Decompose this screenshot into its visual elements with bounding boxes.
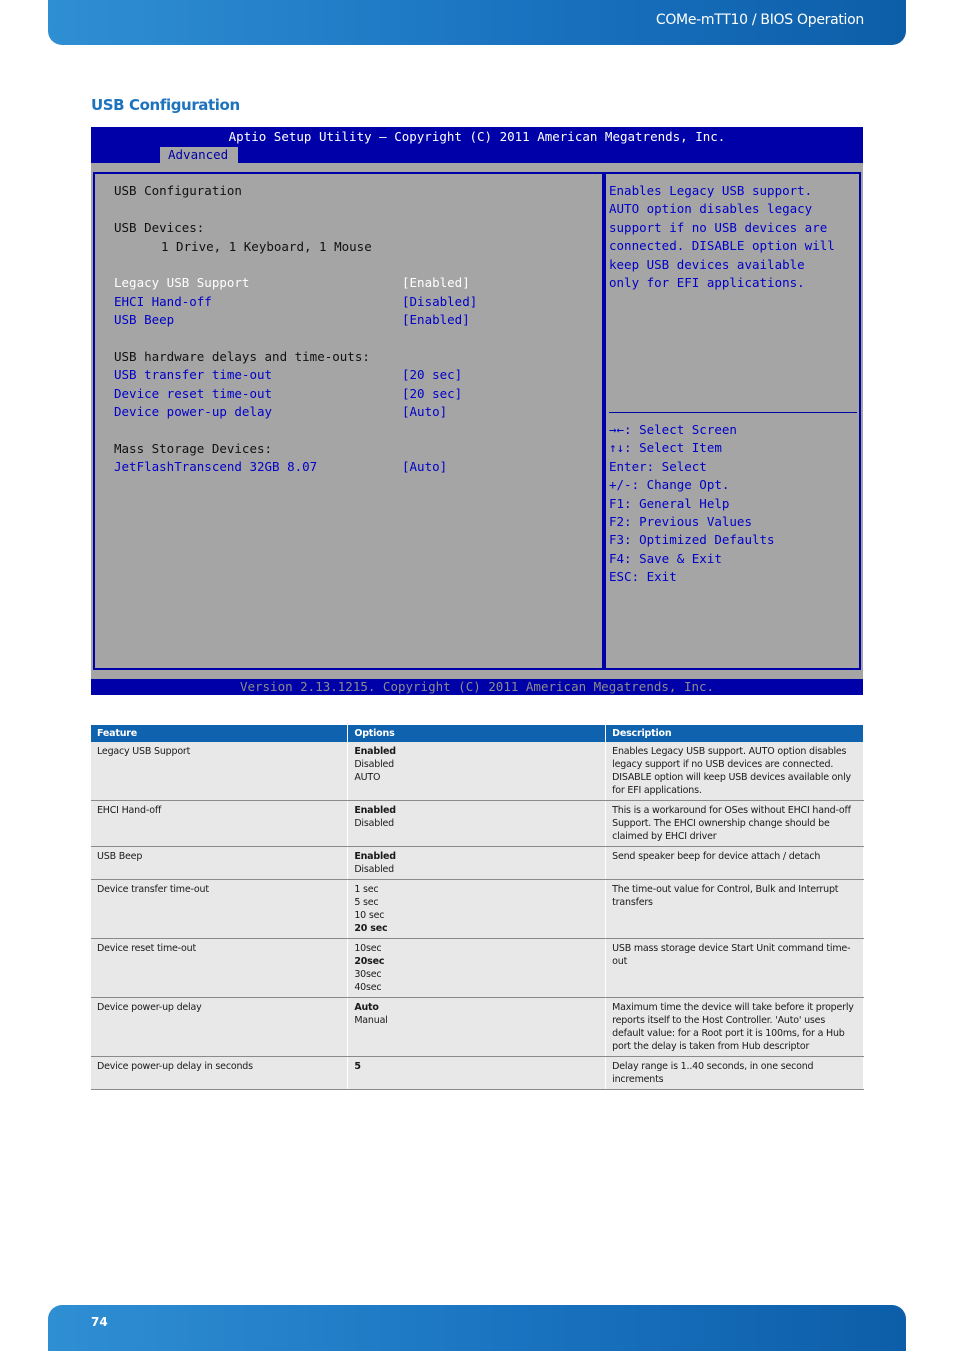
page-footer-band: [48, 1305, 906, 1351]
description-cell: Enables Legacy USB support. AUTO option disables legacy support if no USB devices are connected. DISABLE option will keep USB devices available only for EFI applications.: [606, 742, 864, 801]
bios-help-line: support if no USB devices are: [609, 219, 828, 235]
bios-help-line: Enables Legacy USB support.: [609, 183, 813, 198]
bios-item-legacy-usb-support[interactable]: Legacy USB Support: [114, 275, 250, 290]
bios-key-hint: ↑↓: Select Item: [609, 440, 722, 456]
options-cell: [348, 847, 606, 880]
description-cell: Maximum time the device will take before it properly reports itself to the Host Controller. 'Auto' uses default value: for a Root port it is 100ms, for a Hub port the delay is taken from Hub descriptor: [606, 998, 864, 1057]
bios-key-hint: F1: General Help: [609, 495, 730, 511]
default-option: Auto: [354, 1002, 379, 1013]
bios-screenshot: [91, 127, 863, 695]
table-row: [91, 1057, 864, 1090]
bios-key-hint: Enter: Select: [609, 458, 707, 474]
feature-cell: Device power-up delay in seconds: [91, 1057, 348, 1090]
bios-value-device-reset-timeout[interactable]: [20 sec]: [402, 386, 463, 401]
bios-value-device-powerup-delay[interactable]: [Auto]: [402, 404, 448, 419]
description-cell: The time-out value for Control, Bulk and Interrupt transfers: [606, 880, 864, 939]
options-cell: [348, 1057, 606, 1090]
options-cell: [348, 880, 606, 939]
feature-cell: EHCI Hand-off: [91, 801, 348, 847]
feature-cell: Device transfer time-out: [91, 880, 348, 939]
bios-help-divider: [609, 412, 857, 413]
bios-title: Aptio Setup Utility – Copyright (C) 2011 American Megatrends, Inc.: [228, 129, 726, 144]
table-row: [91, 939, 864, 998]
options-cell: [348, 801, 606, 847]
default-option: Enabled: [354, 805, 396, 816]
bios-value-ehci-hand-off[interactable]: [Disabled]: [402, 294, 478, 309]
option: Disabled: [354, 759, 394, 770]
bios-help-line: AUTO option disables legacy: [609, 201, 813, 217]
option: 40sec: [354, 982, 382, 993]
column-header-feature: Feature: [91, 725, 348, 742]
bios-value-usb-transfer-timeout[interactable]: [20 sec]: [402, 367, 463, 382]
option: 10 sec: [354, 910, 385, 921]
bios-value-jetflash[interactable]: [Auto]: [402, 459, 448, 474]
default-option: Enabled: [354, 851, 396, 862]
option: 30sec: [354, 969, 382, 980]
bios-heading-usb-configuration: USB Configuration: [114, 183, 242, 198]
bios-value-legacy-usb-support[interactable]: [Enabled]: [402, 275, 470, 290]
bios-value-usb-beep[interactable]: [Enabled]: [402, 312, 470, 327]
bios-help-line: keep USB devices available: [609, 256, 805, 272]
feature-cell: Device power-up delay: [91, 998, 348, 1057]
bios-key-hint: ESC: Exit: [609, 569, 677, 585]
options-cell: [348, 742, 606, 801]
bios-item-usb-beep[interactable]: USB Beep: [114, 312, 175, 327]
bios-key-hint: F2: Previous Values: [609, 514, 752, 529]
options-cell: [348, 939, 606, 998]
options-cell: [348, 998, 606, 1057]
bios-usb-devices-list: 1 Drive, 1 Keyboard, 1 Mouse: [161, 239, 372, 254]
bios-heading-delays: USB hardware delays and time-outs:: [114, 349, 370, 364]
column-header-options: Options: [348, 725, 606, 742]
default-option: Enabled: [354, 746, 396, 757]
table-row: [91, 998, 864, 1057]
table-row: [91, 847, 864, 880]
default-option: 5: [354, 1061, 361, 1072]
description-cell: This is a workaround for OSes without EHCI hand-off Support. The EHCI ownership change should be claimed by EHCI driver: [606, 801, 864, 847]
feature-table: [91, 725, 864, 1090]
feature-cell: Legacy USB Support: [91, 742, 348, 801]
document-title: COMe-mTT10 / BIOS Operation: [655, 12, 864, 28]
option: AUTO: [354, 772, 381, 783]
bios-settings-panel: [93, 172, 604, 670]
table-row: [91, 801, 864, 847]
bios-tab-advanced[interactable]: Advanced: [160, 147, 238, 163]
option: Manual: [354, 1015, 388, 1026]
bios-help-panel: [604, 172, 861, 670]
feature-table-header: [91, 725, 864, 742]
bios-key-hint: F4: Save & Exit: [609, 550, 722, 566]
option: Disabled: [354, 818, 394, 829]
bios-version-bar: [91, 679, 863, 695]
bios-key-hint: +/-: Change Opt.: [609, 477, 730, 493]
page-header-band: [48, 0, 906, 45]
bios-item-device-powerup-delay[interactable]: Device power-up delay: [114, 404, 273, 419]
section-title: USB Configuration: [91, 96, 240, 114]
bios-key-hint: F3: Optimized Defaults: [609, 532, 775, 548]
page-number: 74: [91, 1315, 108, 1329]
bios-item-jetflash[interactable]: JetFlashTranscend 32GB 8.07: [114, 459, 318, 474]
feature-cell: USB Beep: [91, 847, 348, 880]
bios-heading-mass-storage: Mass Storage Devices:: [114, 441, 273, 456]
bios-heading-usb-devices: USB Devices:: [114, 220, 205, 235]
bios-version-text: Version 2.13.1215. Copyright (C) 2011 American Megatrends, Inc.: [239, 679, 715, 694]
description-cell: Delay range is 1..40 seconds, in one second increments: [606, 1057, 864, 1090]
table-row: [91, 742, 864, 801]
bios-help-line: only for EFI applications.: [609, 275, 805, 290]
description-cell: Send speaker beep for device attach / detach: [606, 847, 864, 880]
option: Disabled: [354, 864, 394, 875]
table-row: [91, 880, 864, 939]
bios-title-bar: [91, 127, 863, 163]
bios-key-hint: →←: Select Screen: [609, 422, 737, 437]
feature-cell: Device reset time-out: [91, 939, 348, 998]
option: 10sec: [354, 943, 382, 954]
description-cell: USB mass storage device Start Unit command time-out: [606, 939, 864, 998]
option: 5 sec: [354, 897, 379, 908]
option: 1 sec: [354, 884, 379, 895]
bios-help-line: connected. DISABLE option will: [609, 238, 835, 254]
column-header-description: Description: [606, 725, 864, 742]
bios-item-ehci-hand-off[interactable]: EHCI Hand-off: [114, 294, 212, 309]
default-option: 20sec: [354, 956, 385, 967]
bios-item-usb-transfer-timeout[interactable]: USB transfer time-out: [114, 367, 273, 382]
bios-item-device-reset-timeout[interactable]: Device reset time-out: [114, 386, 273, 401]
default-option: 20 sec: [354, 923, 388, 934]
